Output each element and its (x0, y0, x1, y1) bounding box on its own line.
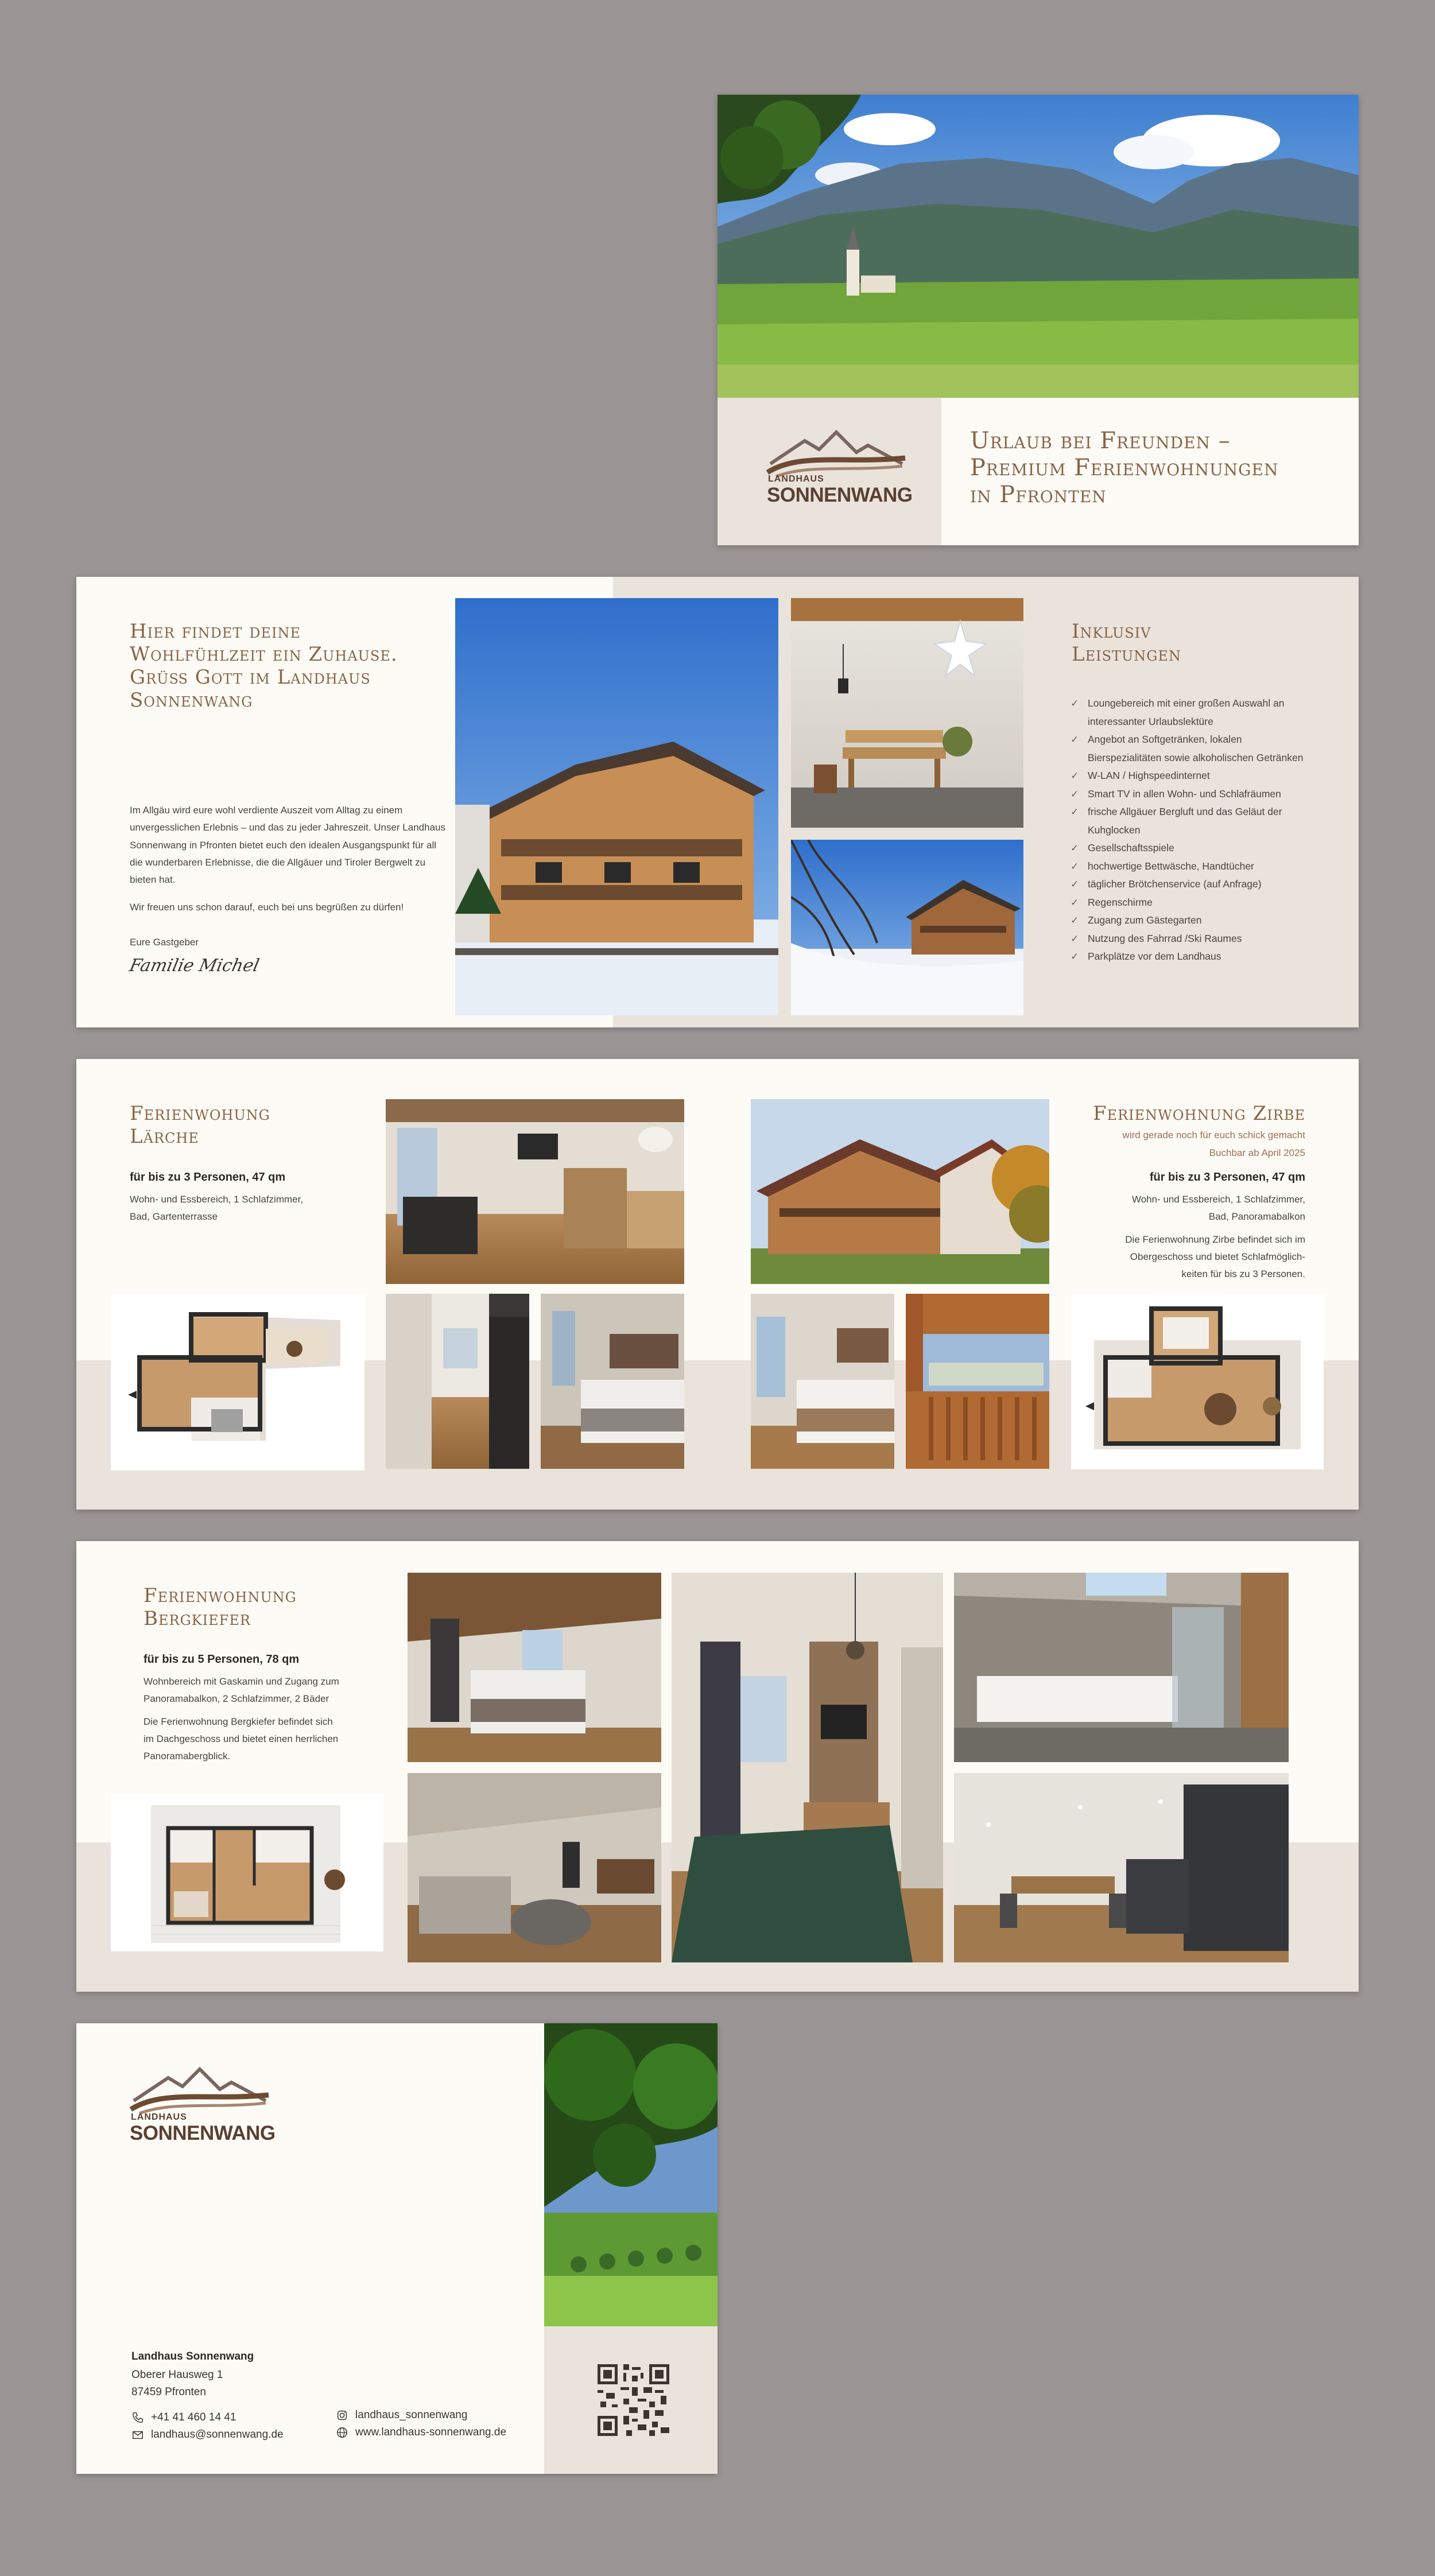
services-item: ✓ Nutzung des Fahrrad /Ski Raumes (1069, 930, 1339, 948)
bergkiefer-heading (144, 1584, 297, 1630)
back-qr-block (544, 2326, 718, 2474)
back-tree-photo (544, 2023, 718, 2326)
back-logo-small-text: LANDHAUS (131, 2112, 187, 2122)
welcome-panel (76, 577, 1359, 1027)
back-logo-big-text: SONNENWANG (130, 2122, 276, 2144)
welcome-heading-line4: Sonnenwang (130, 689, 253, 712)
laerche-desc-line2: Bad, Gartenterrasse (130, 1211, 218, 1222)
zirbe-desc-line1: Wohn- und Essbereich, 1 Schlafzimmer, (1131, 1194, 1305, 1205)
cover-panel (718, 95, 1359, 545)
cover-mountain-photo (718, 95, 1359, 398)
bergkiefer-bedroom-photo (408, 1573, 661, 1762)
welcome-heading-line3: Grüß Gott im Landhaus (130, 666, 371, 689)
welcome-signoff: Eure Gastgeber (130, 937, 199, 948)
mountain-logo-icon (765, 429, 908, 478)
services-item: ✓ hochwertige Bettwäsche, Handtücher (1069, 858, 1339, 876)
laerche-kitchen-photo (386, 1294, 529, 1469)
cover-logo-block (718, 398, 941, 545)
services-item: ✓ W-LAN / Highspeedinternet (1069, 767, 1339, 785)
back-panel (76, 2023, 718, 2474)
website-url: www.landhaus-sonnenwang.de (355, 2426, 507, 2438)
house-winter-photo (455, 598, 778, 1015)
signature: Familie Michel (127, 956, 261, 976)
instagram-icon (336, 2409, 348, 2422)
phone-number: +41 41 460 14 41 (151, 2411, 236, 2423)
laerche-persons: für bis zu 3 Personen, 47 qm (130, 1171, 286, 1184)
cover-logo-small-text: LANDHAUS (768, 474, 824, 484)
welcome-paragraph-1: Im Allgäu wird eure wohl verdiente Auszeit vom Alltag zu einem unvergesslichen Erlebnis – und das zu jeder Jahreszeit. Unser Landhaus Sonnenwang in Pfronten bietet euch den idealen Ausgangspunkt für all die wunderbaren Erlebnisse, die die Allgäuer und Tiroler Bergwelt zu bieten hat. (130, 805, 445, 885)
laerche-heading (130, 1102, 270, 1148)
bergkiefer-heading-line1: Ferienwohnung (144, 1584, 297, 1607)
lounge-star-photo (791, 598, 1023, 828)
bergkiefer-heading-line2: Bergkiefer (144, 1607, 251, 1631)
services-item: ✓ Angebot an Softgetränken, lokalen (1069, 731, 1339, 749)
bergkiefer-green-room-photo (672, 1573, 943, 1962)
web-row[interactable] (336, 2426, 506, 2439)
services-item: ✓ Smart TV in allen Wohn- und Schlafräumen (1069, 785, 1339, 804)
bergkiefer-kitchen-photo (954, 1773, 1289, 1962)
services-item: ✓ Regenschirme (1069, 894, 1339, 912)
services-list (1069, 695, 1339, 966)
bergkiefer-panel (76, 1541, 1359, 1992)
instagram-row[interactable] (336, 2409, 467, 2422)
cover-logo-big-text: SONNENWANG (767, 484, 913, 506)
laerche-desc-line1: Wohn- und Essbereich, 1 Schlafzimmer, (130, 1194, 304, 1205)
services-heading (1072, 620, 1181, 666)
services-item: Bierspezialitäten sowie alkoholischen Getränken (1088, 751, 1304, 763)
laerche-floorplan (111, 1294, 364, 1471)
email-row[interactable] (131, 2428, 284, 2441)
apartments-panel (76, 1059, 1359, 1510)
back-mountain-logo-icon (128, 2066, 272, 2115)
bergkiefer-desc-line4: im Dachgeschoss und bietet einen herrlichen (144, 1733, 339, 1744)
services-item: ✓ Loungebereich mit einer großen Auswahl an (1069, 695, 1339, 713)
services-item: ✓ Parkplätze vor dem Landhaus (1069, 948, 1339, 966)
services-item: ✓ täglicher Brötchenservice (auf Anfrage) (1069, 875, 1339, 894)
welcome-heading-line2: Wohlfühlzeit ein Zuhause. (130, 643, 398, 666)
qr-code-icon[interactable] (598, 2364, 669, 2436)
bergkiefer-desc-line5: Panoramabergblick. (144, 1751, 231, 1762)
zirbe-heading: Ferienwohnung Zirbe (1093, 1102, 1305, 1125)
bergkiefer-desc-line1: Wohnbereich mit Gaskamin und Zugang zum (144, 1676, 339, 1687)
cover-title-line1: Urlaub bei Freunden – (970, 428, 1231, 454)
welcome-paragraph-2: Wir freuen uns schon darauf, euch bei uns begrüßen zu dürfen! (130, 902, 404, 913)
cover-title-line3: in Pfronten (970, 482, 1107, 509)
zirbe-note-2: Buchbar ab April 2025 (1209, 1147, 1305, 1158)
bergkiefer-desc-line2: Panoramabalkon, 2 Schlafzimmer, 2 Bäder (144, 1693, 329, 1704)
zirbe-desc-line4: Obergeschoss und bietet Schlafmöglich- (1130, 1251, 1305, 1262)
zirbe-note-1: wird gerade noch für euch schick gemacht (1122, 1130, 1305, 1140)
mail-icon (131, 2428, 144, 2441)
cover-title (970, 428, 1278, 509)
laerche-heading-line1: Ferienwohung (130, 1102, 270, 1125)
zirbe-balcony-photo (906, 1294, 1049, 1469)
zirbe-desc-line3: Die Ferienwohnung Zirbe befindet sich im (1125, 1234, 1305, 1245)
services-item: ✓ Gesellschaftsspiele (1069, 839, 1339, 858)
bergkiefer-bathroom-photo (954, 1573, 1289, 1762)
bergkiefer-floorplan (111, 1794, 383, 1952)
services-heading-line1: Inklusiv (1072, 620, 1151, 643)
welcome-heading-line1: Hier findet deine (130, 620, 301, 643)
zirbe-house-photo (751, 1099, 1049, 1284)
services-heading-line2: Leistungen (1072, 643, 1181, 666)
services-item: ✓ Zugang zum Gästegarten (1069, 911, 1339, 930)
services-item: interessanter Urlaubslektüre (1088, 715, 1213, 727)
contact-name: Landhaus Sonnenwang (131, 2350, 254, 2362)
contact-city: 87459 Pfronten (131, 2386, 206, 2398)
laerche-heading-line2: Lärche (130, 1125, 199, 1149)
laerche-bedroom-photo (541, 1294, 684, 1469)
bergkiefer-persons: für bis zu 5 Personen, 78 qm (144, 1653, 300, 1666)
zirbe-desc-line2: Bad, Panoramabalkon (1208, 1211, 1305, 1222)
cover-title-line2: Premium Ferienwohnungen (970, 455, 1279, 482)
services-item: Kuhglocken (1088, 824, 1141, 836)
zirbe-floorplan (1071, 1294, 1324, 1469)
zirbe-persons: für bis zu 3 Personen, 47 qm (1149, 1171, 1305, 1184)
zirbe-desc-line5: keiten für bis zu 3 Personen. (1181, 1268, 1305, 1279)
zirbe-bedroom-photo (751, 1294, 894, 1469)
house-snow-photo (791, 840, 1023, 1015)
bergkiefer-living-photo (408, 1773, 661, 1962)
contact-street: Oberer Hausweg 1 (131, 2369, 223, 2381)
laerche-living-photo (386, 1099, 684, 1284)
phone-icon (131, 2411, 144, 2424)
bergkiefer-desc-line3: Die Ferienwohnung Bergkiefer befindet sich (144, 1716, 333, 1727)
services-item: ✓ frische Allgäuer Bergluft und das Geläut der (1069, 803, 1339, 821)
email-address: landhaus@sonnenwang.de (151, 2428, 284, 2441)
instagram-handle: landhaus_sonnenwang (355, 2409, 468, 2421)
globe-icon (336, 2426, 348, 2439)
phone-row[interactable] (131, 2411, 236, 2424)
welcome-heading (130, 620, 398, 712)
